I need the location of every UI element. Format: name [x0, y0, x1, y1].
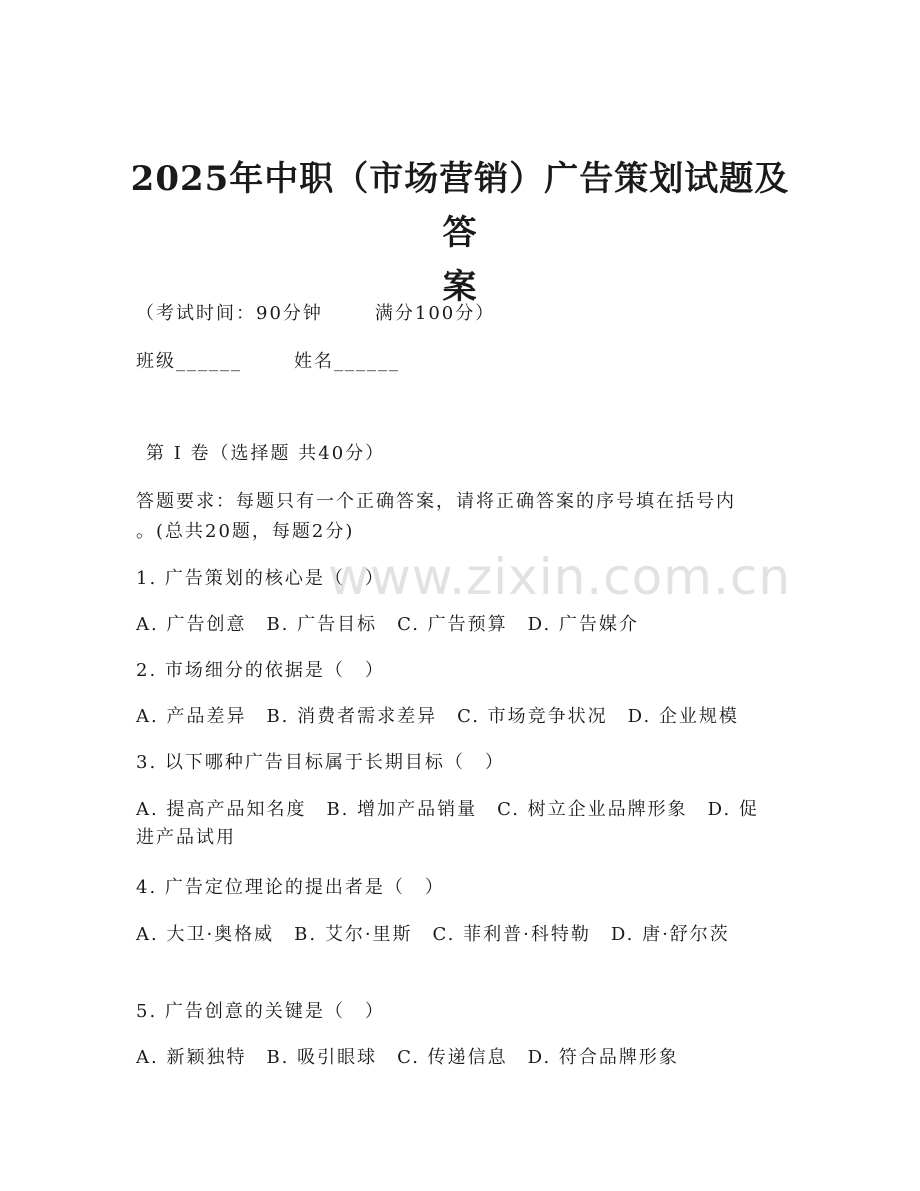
- full-score: 满分100分）: [374, 303, 496, 324]
- document-title: [120, 152, 800, 314]
- question-2-options: A. 产品差异 B. 消费者需求差异 C. 市场竞争状况 D. 企业规模: [136, 706, 739, 727]
- name-field: 姓名______: [294, 351, 400, 372]
- instructions-line-1: 答题要求：每题只有一个正确答案，请将正确答案的序号填在括号内: [136, 491, 736, 512]
- question-5-options: A. 新颖独特 B. 吸引眼球 C. 传递信息 D. 符合品牌形象: [136, 1047, 679, 1068]
- watermark: www.zixin.com.cn: [328, 548, 792, 606]
- question-3: 3. 以下哪种广告目标属于长期目标（ ）: [136, 752, 505, 773]
- instructions-line-2: 。(总共20题，每题2分): [136, 521, 355, 542]
- section-title: 第 I 卷（选择题 共40分）: [146, 443, 386, 464]
- question-3-options: A. 提高产品知名度 B. 增加产品销量 C. 树立企业品牌形象 D. 促进产品试用: [136, 799, 759, 848]
- exam-info: [136, 300, 495, 328]
- question-1: 1. 广告策划的核心是（ ）: [136, 568, 385, 589]
- title-line-2: 案: [442, 267, 478, 307]
- question-5: 5. 广告创意的关键是（ ）: [136, 1001, 385, 1022]
- question-2: 2. 市场细分的依据是（ ）: [136, 660, 385, 681]
- student-info: [136, 348, 400, 376]
- title-line-1: 2025年中职（市场营销）广告策划试题及答: [130, 159, 790, 253]
- exam-time: （考试时间：90分钟: [136, 303, 323, 324]
- question-1-options: A. 广告创意 B. 广告目标 C. 广告预算 D. 广告媒介: [136, 614, 639, 635]
- question-4-options: A. 大卫·奥格威 B. 艾尔·里斯 C. 菲利普·科特勒 D. 唐·舒尔茨: [136, 924, 730, 945]
- class-field: 班级______: [136, 351, 242, 372]
- question-4: 4. 广告定位理论的提出者是（ ）: [136, 877, 445, 898]
